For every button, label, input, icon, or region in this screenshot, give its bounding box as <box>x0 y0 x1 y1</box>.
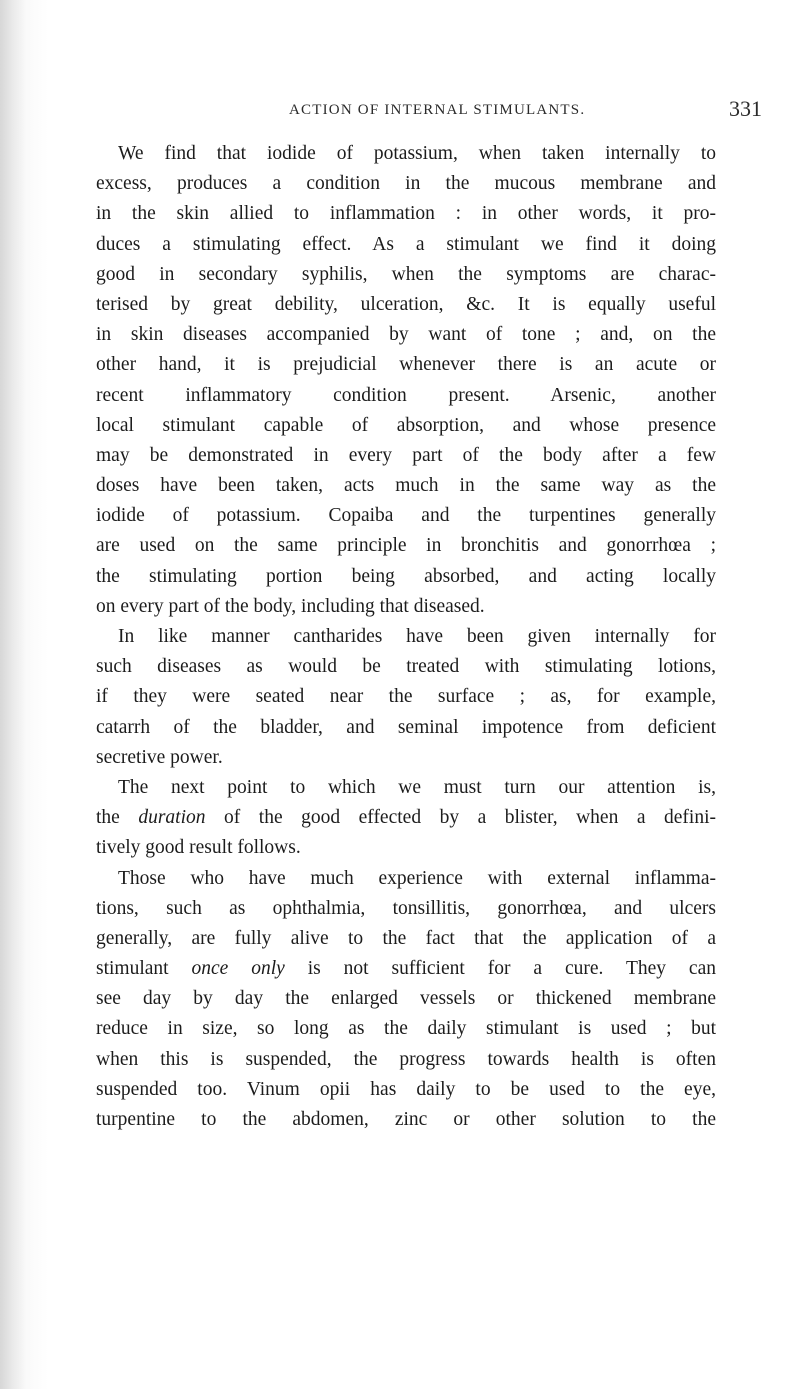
text-line: in the skin allied to inflammation : in other words, it pro- <box>96 203 716 225</box>
text-line: may be demonstrated in every part of the body after a few <box>96 444 716 466</box>
text-line: The next point to which we must turn our attention is, <box>118 776 716 798</box>
text-line: excess, produces a condition in the mucous membrane and <box>96 173 716 195</box>
text-line: if they were seated near the surface ; as, for example, <box>96 686 716 708</box>
text-line: secretive power. <box>96 746 223 768</box>
text-line: see day by day the enlarged vessels or thickened membrane <box>96 988 716 1010</box>
text-line: tively good result follows. <box>96 837 301 859</box>
text-line: generally, are fully alive to the fact that the application of a <box>96 927 716 949</box>
text-line: in skin diseases accompanied by want of tone ; and, on the <box>96 324 716 346</box>
text-run: of the good effected by a blister, when a defini- <box>205 807 716 829</box>
text-line: suspended too. Vinum opii has daily to be used to the eye, <box>96 1078 716 1100</box>
text-line: such diseases as would be treated with stimulating lotions, <box>96 656 716 678</box>
body-text <box>96 139 716 1135</box>
text-line: catarrh of the bladder, and seminal impotence from deficient <box>96 716 716 738</box>
text-line: local stimulant capable of absorption, and whose presence <box>96 414 716 436</box>
text-line: doses have been taken, acts much in the same way as the <box>96 475 716 497</box>
text-line: reduce in size, so long as the daily stimulant is used ; but <box>96 1018 716 1040</box>
text-line: the stimulating portion being absorbed, and acting locally <box>96 565 716 587</box>
text-line: on every part of the body, including that diseased. <box>96 595 485 617</box>
italic-text-run: once only <box>191 958 285 980</box>
text-line: recent inflammatory condition present. Arsenic, another <box>96 384 716 406</box>
text-line: iodide of potassium. Copaiba and the turpentines generally <box>96 505 716 527</box>
text-line: Those who have much experience with external inflamma- <box>118 867 716 889</box>
text-line: duces a stimulating effect. As a stimulant we find it doing <box>96 233 716 255</box>
page-gutter-shadow <box>0 0 26 1389</box>
text-run: the <box>96 807 139 829</box>
text-line <box>96 954 716 984</box>
text-run: stimulant <box>96 958 192 980</box>
text-line: tions, such as ophthalmia, tonsillitis, gonorrhœa, and ulcers <box>96 897 716 919</box>
text-line <box>96 803 716 833</box>
text-line: We find that iodide of potassium, when taken internally to <box>118 143 716 164</box>
text-line: other hand, it is prejudicial whenever there is an acute or <box>96 354 716 376</box>
text-line: good in secondary syphilis, when the symptoms are charac- <box>96 263 716 285</box>
text-line: In like manner cantharides have been given internally for <box>118 626 716 647</box>
italic-text-run: duration <box>138 807 206 829</box>
page-number: 331 <box>729 96 762 121</box>
text-run: is not sufficient for a cure. They can <box>284 958 716 980</box>
page-header <box>0 93 800 125</box>
running-head: ACTION OF INTERNAL STIMULANTS. <box>289 102 586 118</box>
text-line: terised by great debility, ulceration, &c. It is equally useful <box>96 293 716 315</box>
text-line: turpentine to the abdomen, zinc or other solution to the <box>96 1109 716 1130</box>
text-line: are used on the same principle in bronchitis and gonorrhœa ; <box>96 535 716 557</box>
text-line: when this is suspended, the progress towards health is often <box>96 1048 716 1070</box>
